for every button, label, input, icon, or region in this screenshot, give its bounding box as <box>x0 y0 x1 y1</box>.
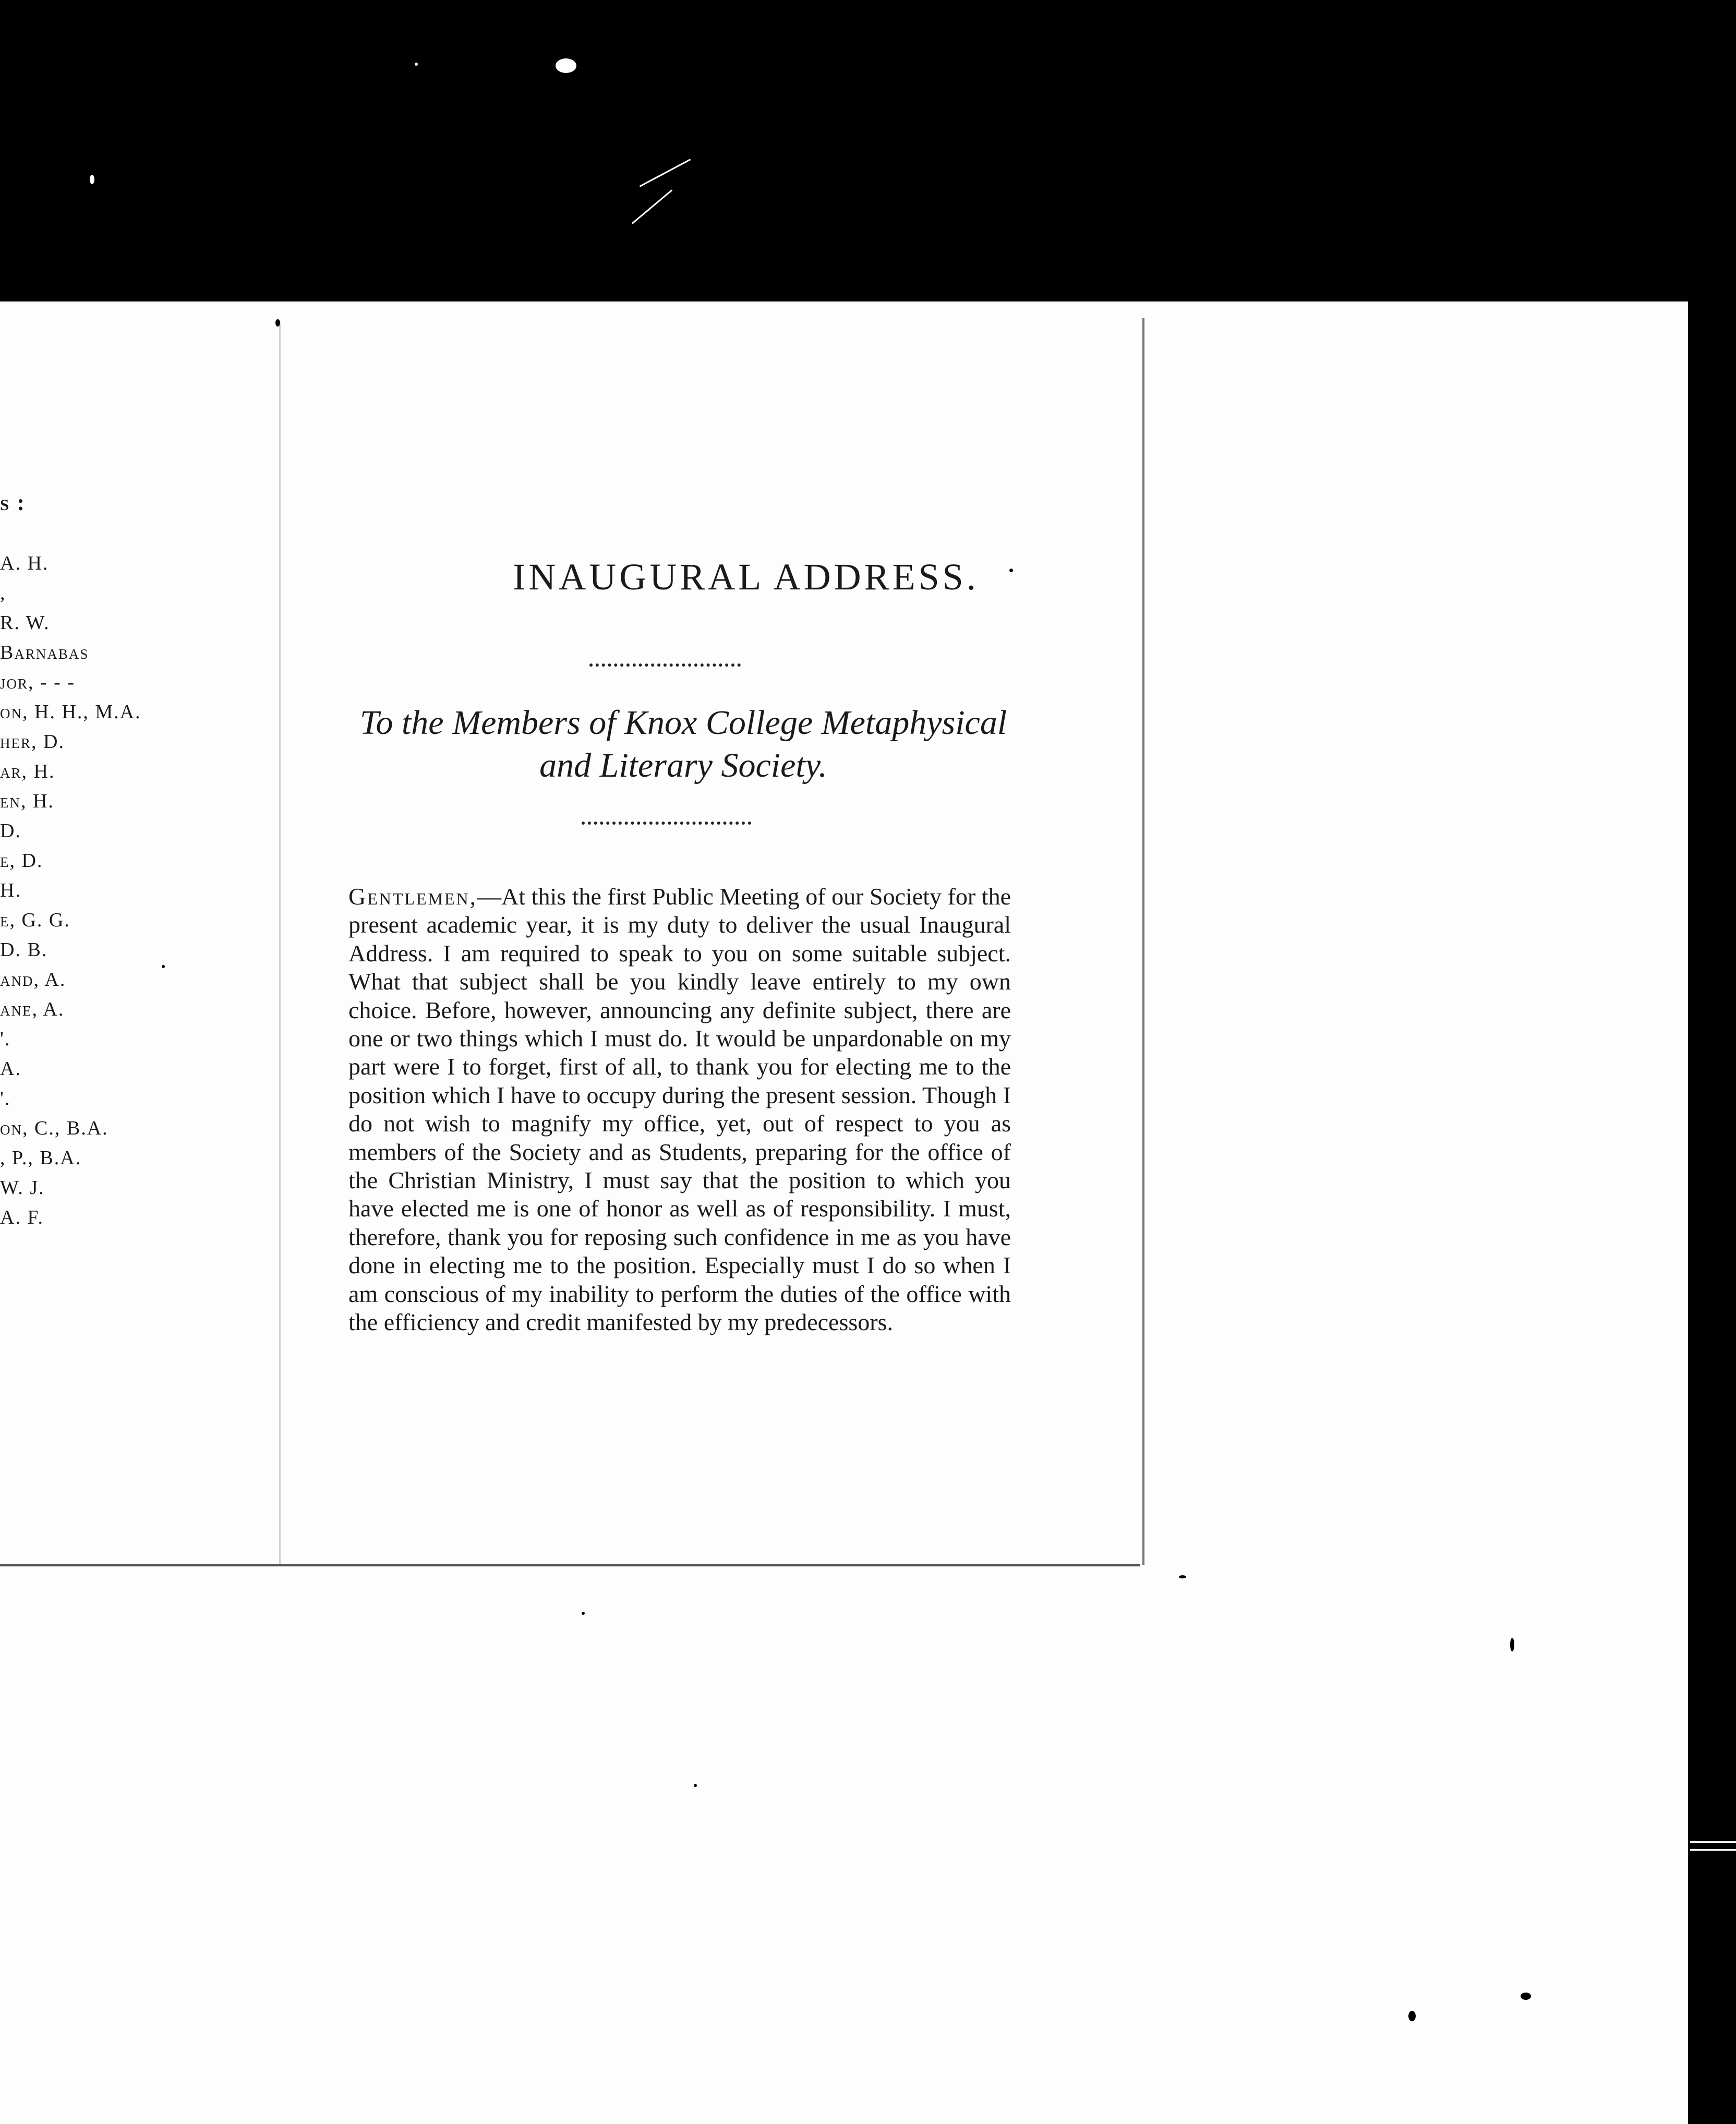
name-list-item: W. J. <box>0 1177 45 1199</box>
ink-speck <box>1521 1993 1531 2000</box>
name-list-item: and, A. <box>0 969 66 991</box>
ink-speck <box>275 319 280 327</box>
dedication-line: To the Members of Knox College Metaphysical <box>359 704 1007 742</box>
ink-speck <box>694 1784 697 1787</box>
name-list-item: A. H. <box>0 552 49 574</box>
name-list-item: , P., B.A. <box>0 1147 82 1169</box>
ornamental-rule <box>582 816 751 825</box>
film-edge-strip <box>1690 1841 1736 1851</box>
scratch-mark <box>632 189 673 224</box>
name-list-item: '. <box>0 1028 11 1050</box>
name-list-item: on, C., B.A. <box>0 1117 108 1139</box>
ink-speck <box>162 965 165 968</box>
address-body: —At this the first Public Meeting of our Society for the present academic year, it is my duty to deliver the usual Inaugural Address. I am required to speak to you on some suitable subject. What that subject shall be you kindly leave entirely to my own choice. Before, however, announcing any definite subject, there are one or two things which I must do. It would be unpardonable on my part were I to forget, first of all, to thank you for electing me to the position which I have to occupy during the present session. Though I do not wish to magnify my office, yet, out of respect to you as members of the Society and as Students, preparing for the office of the Christian Ministry, I must say that the position to which you have elected me is one of honor as well as of responsibility. I must, therefore, thank you for reposing such confidence in me as you have done in electing me to the position. Especially must I do so when I am conscious of my inability to perform the duties of the office with the efficiency and credit manifested by my predecessors. <box>348 883 1011 1336</box>
name-list-item: '. <box>0 1088 11 1109</box>
name-list-item: R. W. <box>0 612 50 634</box>
name-list-item: A. <box>0 1058 21 1080</box>
name-list-item: A. F. <box>0 1206 44 1228</box>
left-page-name-list <box>0 488 219 1233</box>
name-list-item: H. <box>0 879 21 901</box>
ink-speck <box>1408 2011 1416 2021</box>
name-list-item: D. B. <box>0 939 48 961</box>
page-title: INAUGURAL ADDRESS. <box>513 556 979 598</box>
ink-speck <box>582 1612 585 1615</box>
page-bottom-edge <box>0 1564 1140 1566</box>
name-list-item: e, G. G. <box>0 909 70 931</box>
name-list-item: , <box>0 582 6 604</box>
dust-speck <box>90 175 94 184</box>
name-list-item: her, D. <box>0 731 65 753</box>
name-list-item: jor, - - - <box>0 671 75 693</box>
ink-speck <box>1510 1638 1514 1651</box>
scratch-mark <box>640 159 691 187</box>
name-list-item: en, H. <box>0 790 54 812</box>
ornamental-rule <box>589 658 741 667</box>
left-list-heading: s : <box>0 490 26 515</box>
page-fold-line <box>279 322 281 1564</box>
dedication-line: and Literary Society. <box>539 746 827 785</box>
name-list-item: Barnabas <box>0 642 89 663</box>
name-list-item: on, H. H., M.A. <box>0 701 141 723</box>
dust-speck <box>556 58 576 73</box>
salutation: Gentlemen, <box>348 883 478 910</box>
page-right-edge <box>1142 318 1144 1565</box>
dust-speck <box>415 63 418 66</box>
name-list <box>0 549 219 1233</box>
dedication <box>344 702 1022 787</box>
name-list-item: ar, H. <box>0 761 55 782</box>
name-list-item: D. <box>0 820 21 842</box>
ink-speck <box>1009 569 1013 572</box>
name-list-item: e, D. <box>0 850 43 872</box>
name-list-item: ane, A. <box>0 998 65 1020</box>
address-paragraph <box>348 883 1011 1337</box>
ink-speck <box>1179 1575 1186 1578</box>
